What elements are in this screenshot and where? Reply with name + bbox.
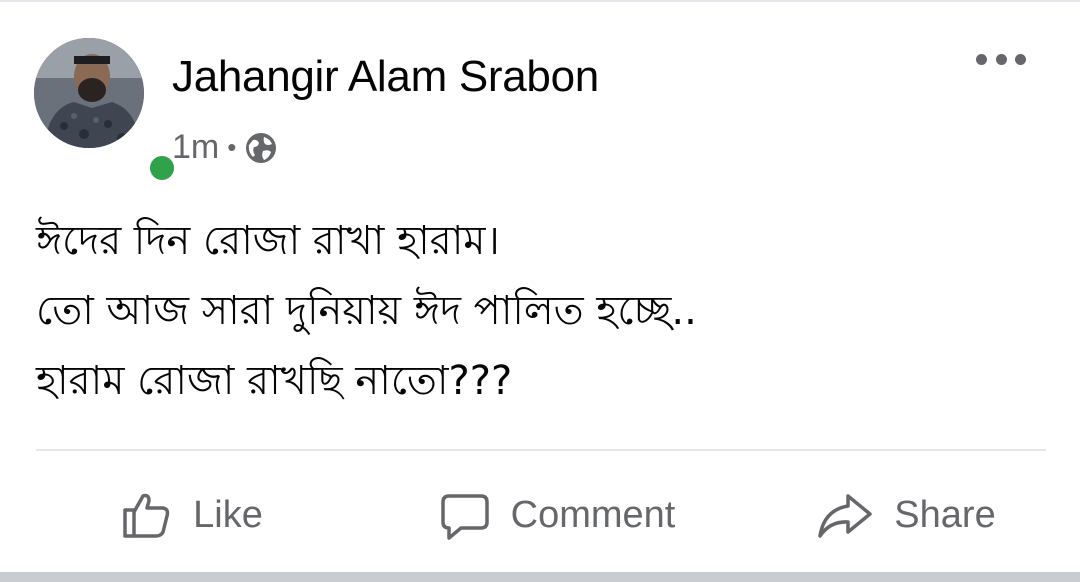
post-actions-bar	[36, 472, 1046, 558]
post-meta	[172, 128, 278, 167]
more-dot-icon	[996, 54, 1007, 65]
post-text-line: হারাম রোজা রাখছি নাতো???	[36, 358, 513, 404]
like-button[interactable]	[36, 472, 346, 558]
comment-label: Comment	[510, 493, 676, 536]
avatar[interactable]	[34, 38, 144, 148]
comment-button[interactable]	[396, 472, 716, 558]
share-button[interactable]	[766, 472, 1046, 558]
feed-separator-bar	[0, 572, 1080, 582]
more-options-button[interactable]	[976, 46, 1026, 72]
post-timestamp[interactable]: 1m	[172, 128, 220, 166]
post-text-line: তো আজ সারা দুনিয়ায় ঈদ পালিত হচ্ছে..	[36, 288, 697, 334]
thumbs-up-icon	[119, 488, 173, 542]
avatar-photo	[34, 38, 144, 148]
more-dot-icon	[976, 54, 987, 65]
action-divider	[36, 449, 1046, 451]
author-avatar-container[interactable]	[34, 38, 148, 152]
post-body-text	[36, 206, 1040, 416]
more-dot-icon	[1015, 54, 1026, 65]
like-label: Like	[193, 493, 263, 536]
globe-icon[interactable]	[244, 131, 278, 165]
comment-bubble-icon	[437, 488, 491, 542]
meta-separator: •	[227, 132, 237, 162]
share-arrow-icon	[816, 488, 874, 542]
author-name[interactable]: Jahangir Alam Srabon	[172, 52, 599, 101]
post-text-line: ঈদের দিন রোজা রাখা হারাম।	[36, 218, 500, 264]
share-label: Share	[894, 493, 996, 536]
